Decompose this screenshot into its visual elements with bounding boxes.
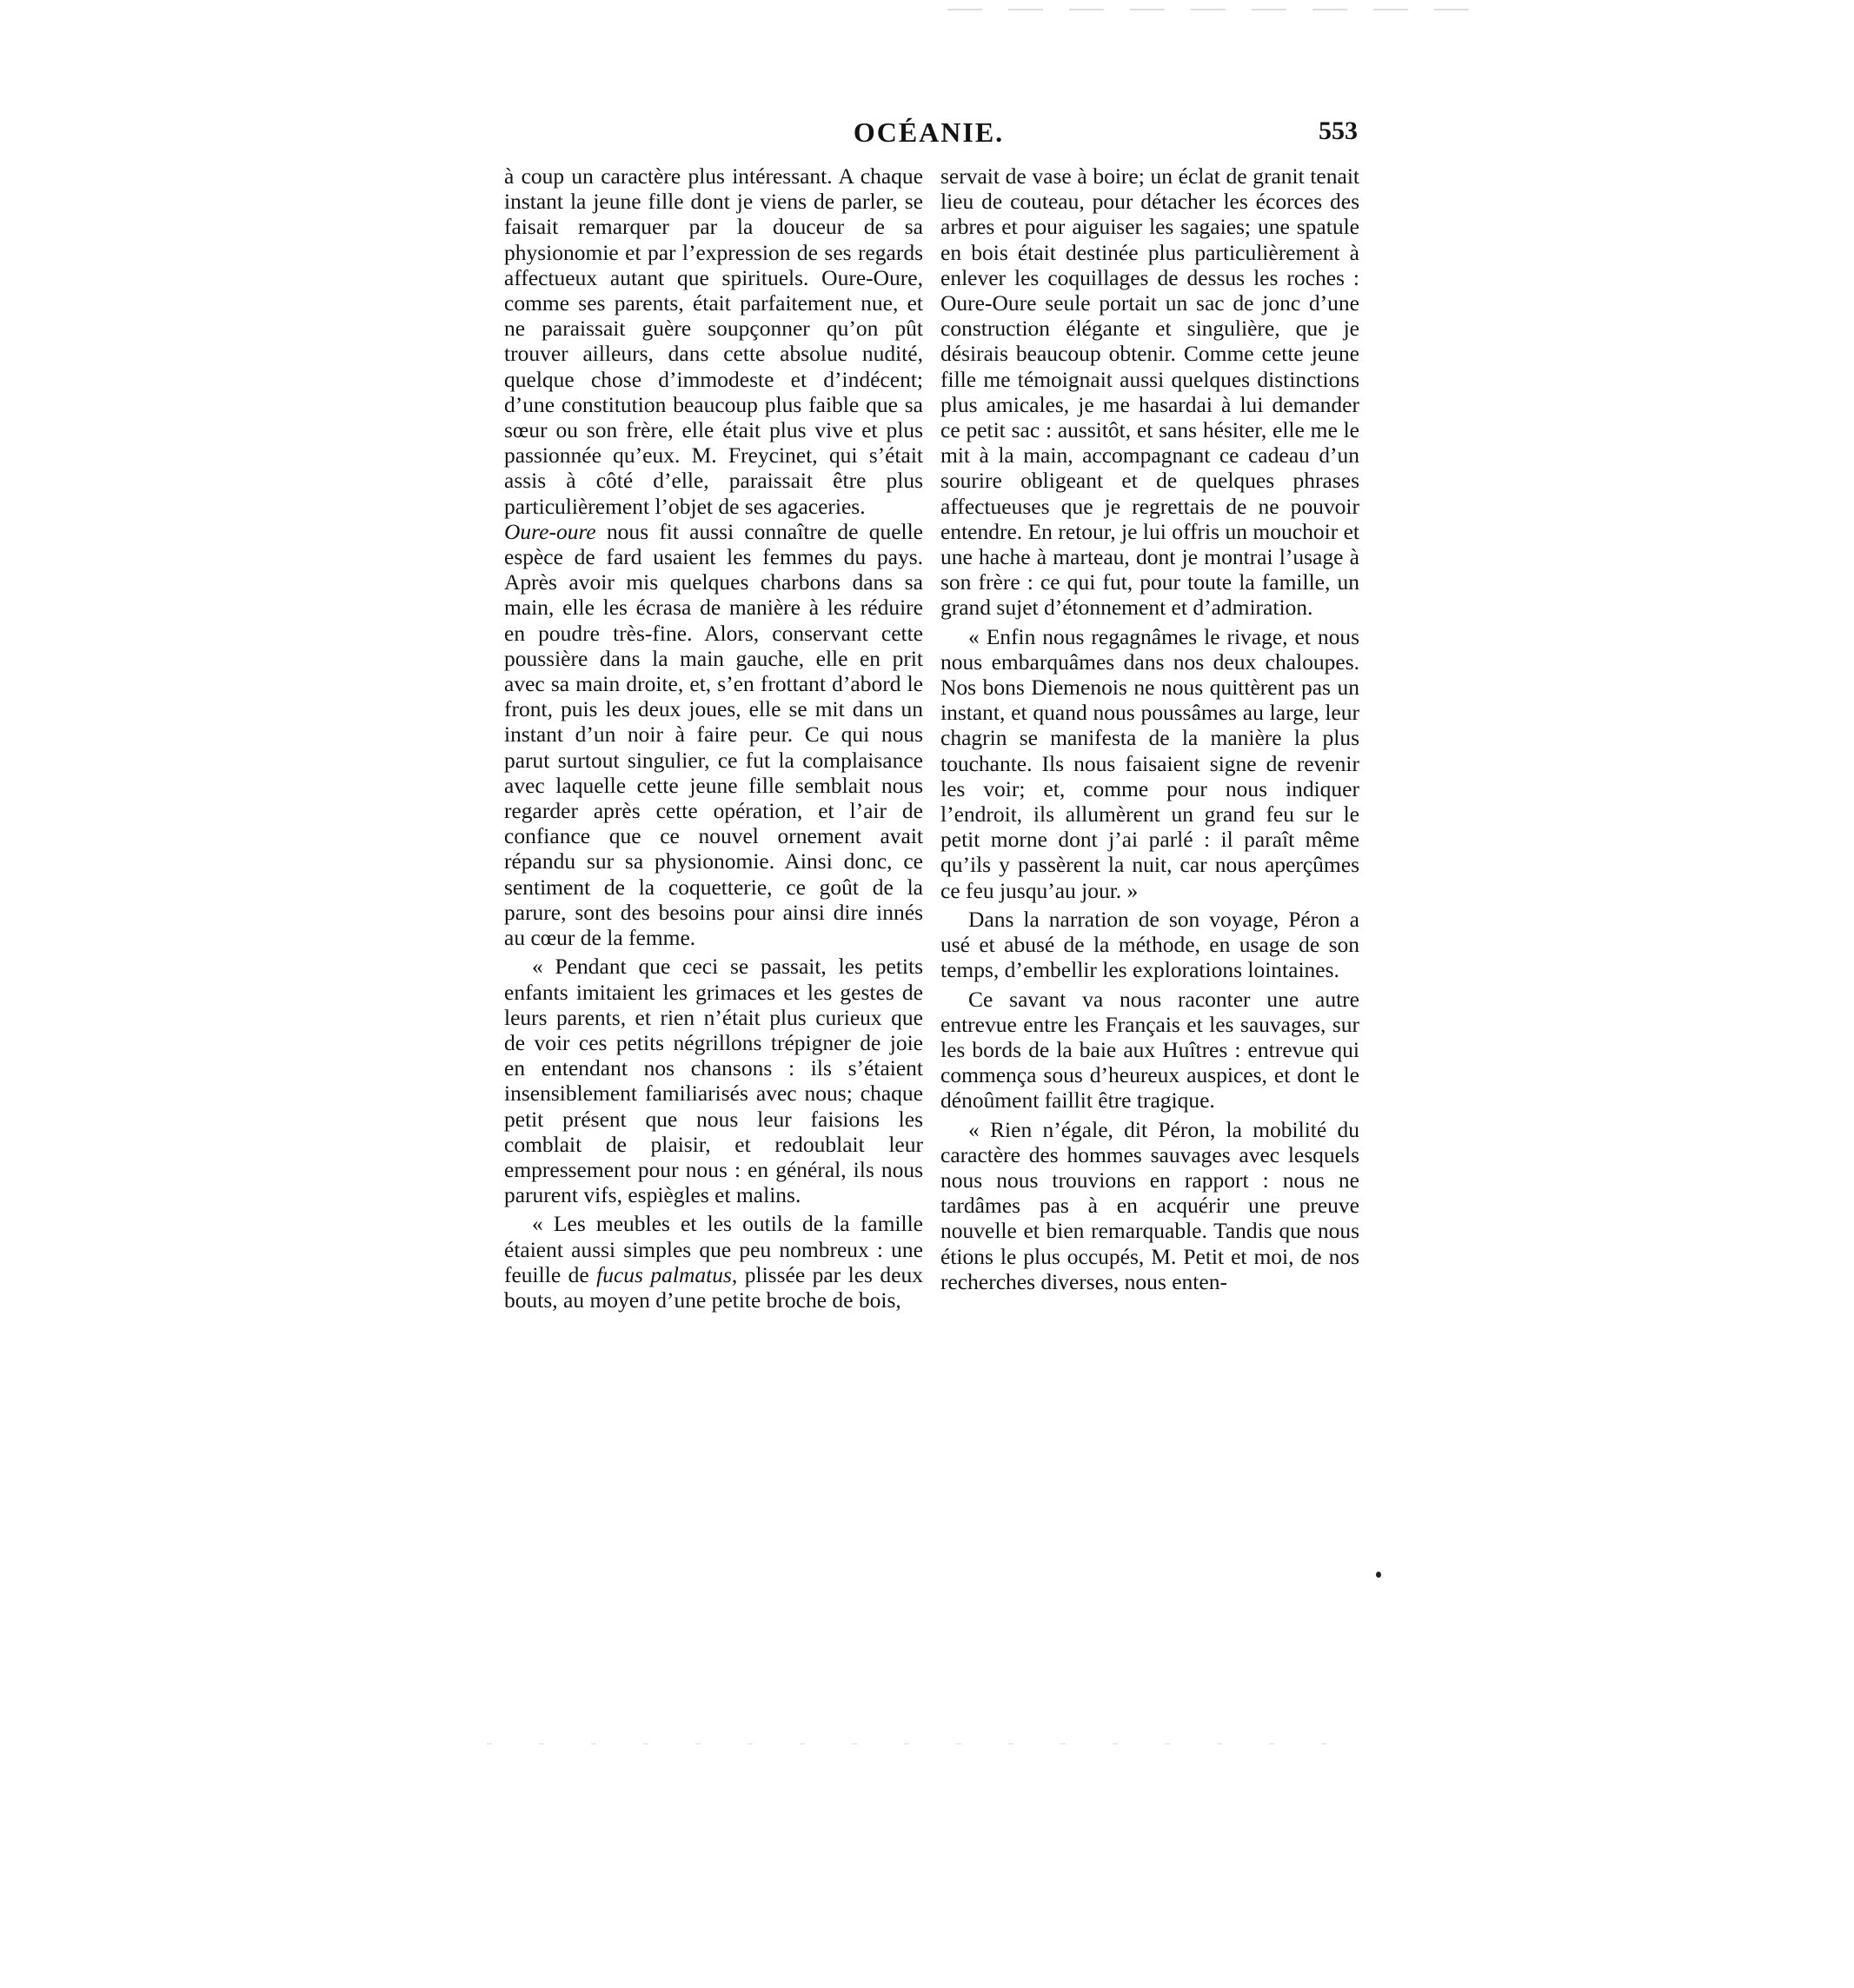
- page-number: 553: [1319, 116, 1358, 145]
- italic-species: fucus palmatus: [596, 1261, 732, 1287]
- paragraph-left-3: « Pendant que ceci se passait, les petits enfants imitaient les grimaces et les gestes de leurs parents, et rien n’était plus curieux que de voir ces petits négrillons trépigner de joie en entendant nos chansons : ils s’étaient insensiblement familiarisés avec nous; chaque petit présent que nous leur faisions les comblait de plaisir, et redoublait leur empressement pour nous : en général, ils nous parurent vifs, espiègles et malins.: [504, 954, 923, 1208]
- paragraph-right-2: « Enfin nous regagnâmes le rivage, et nous nous embarquâmes dans nos deux chaloupes. Nos bons Diemenois ne nous quittèrent pas un instant, et quand nous poussâmes au large, leur chagrin se manifesta de la manière la plus touchante. Ils nous faisaient signe de revenir les voir; et, comme pour nous indiquer l’endroit, ils allumèrent un grand feu sur le petit morne dont j’ai parlé : il paraît même qu’ils y passèrent la nuit, car nous aperçûmes ce feu jusqu’au jour. »: [940, 623, 1359, 903]
- paragraph-left-2-text: nous fit aussi connaître de quelle espèce de fard usaient les femmes du pays. Après avoir mis quelques charbons dans sa main, elle les écrasa de manière à les réduire en poudre très-fine. Alors, conservant cette poussière dans la main gauche, elle en prit avec sa main droite, et, s’en frottant d’abord le front, puis les deux joues, elle se mit dans un instant d’un noir à faire peur. Ce qui nous parut surtout singulier, ce fut la complaisance avec laquelle cette jeune fille semblait nous regarder après cette opération, et l’air de confiance que ce nouvel ornement avait répandu sur sa physionomie. Ainsi donc, ce sentiment de la coquetterie, ce goût de la parure, sont des besoins pour ainsi dire innés au cœur de la femme.: [504, 518, 923, 951]
- scan-artifact-top: [947, 9, 1486, 10]
- left-column: [504, 163, 923, 1313]
- paragraph-left-2: [504, 519, 923, 950]
- paragraph-left-1: à coup un caractère plus intéressant. A chaque instant la jeune fille dont je viens de parler, se faisait remarquer par la douceur de sa physionomie et par l’expression de ses regards affectueux autant que spirituels. Oure-Oure, comme ses parents, était parfaitement nue, et ne paraissait guère soupçonner qu’on pût trouver ailleurs, dans cette absolue nudité, quelque chose d’immodeste et d’indécent; d’une constitution beaucoup plus faible que sa sœur ou son frère, elle était plus vive et plus passionnée qu’eux. M. Freycinet, qui s’était assis à côté d’elle, paraissait être plus particulièrement l’objet de ses agaceries.: [504, 163, 923, 519]
- paragraph-right-4: Ce savant va nous raconter une autre entrevue entre les Français et les sauvages, sur les bords de la baie aux Huîtres : entrevue qui commença sous d’heureux auspices, et dont le dénoûment faillit être tragique.: [940, 986, 1359, 1114]
- paragraph-right-1: servait de vase à boire; un éclat de granit tenait lieu de couteau, pour détacher les écorces des arbres et pour aiguiser les sagaies; une spatule en bois était destinée plus particulièrement à enlever les coquillages de dessus les roches : Oure-Oure seule portait un sac de jonc d’une construction élégante et singulière, que je désirais beaucoup obtenir. Comme cette jeune fille me témoignait aussi quelques distinctions plus amicales, je me hasardai à lui demander ce petit sac : aussitôt, et sans hésiter, elle me le mit à la main, accompagnant ce cadeau d’un sourire obligeant et de quelques phrases affectueuses que je regrettais de ne pouvoir entendre. En retour, je lui offris un mouchoir et une hache à marteau, dont je montrai l’usage à son frère : ce qui fut, pour toute la famille, un grand sujet d’étonnement et d’admiration.: [940, 163, 1359, 621]
- right-column: [940, 163, 1359, 1294]
- paragraph-right-3: Dans la narration de son voyage, Péron a usé et abusé de la méthode, en usage de son temps, d’embellir les explorations lointaines.: [940, 906, 1359, 983]
- ink-speck: [1376, 1572, 1381, 1578]
- paragraph-left-4-end: , plissée par les deux bouts, au moyen d’une petite broche de bois,: [504, 1261, 923, 1313]
- page-title: OCÉANIE.: [853, 116, 1005, 148]
- paragraph-left-4: [504, 1211, 923, 1313]
- paragraph-left-4-start: « Les meubles et les outils de la famille étaient aussi simples que peu nombreux : une feuille de: [504, 1211, 923, 1287]
- paragraph-right-5: « Rien n’égale, dit Péron, la mobilité du caractère des hommes sauvages avec lesquels nous nous trouvions en rapport : nous ne tardâmes pas à en acquérir une preuve nouvelle et bien remarquable. Tandis que nous étions le plus occupés, M. Petit et moi, de nos recherches diverses, nous enten-: [940, 1116, 1359, 1294]
- running-header: [500, 113, 1358, 156]
- scan-artifact-bottom: [487, 1743, 1356, 1745]
- italic-name: Oure-oure: [504, 518, 596, 544]
